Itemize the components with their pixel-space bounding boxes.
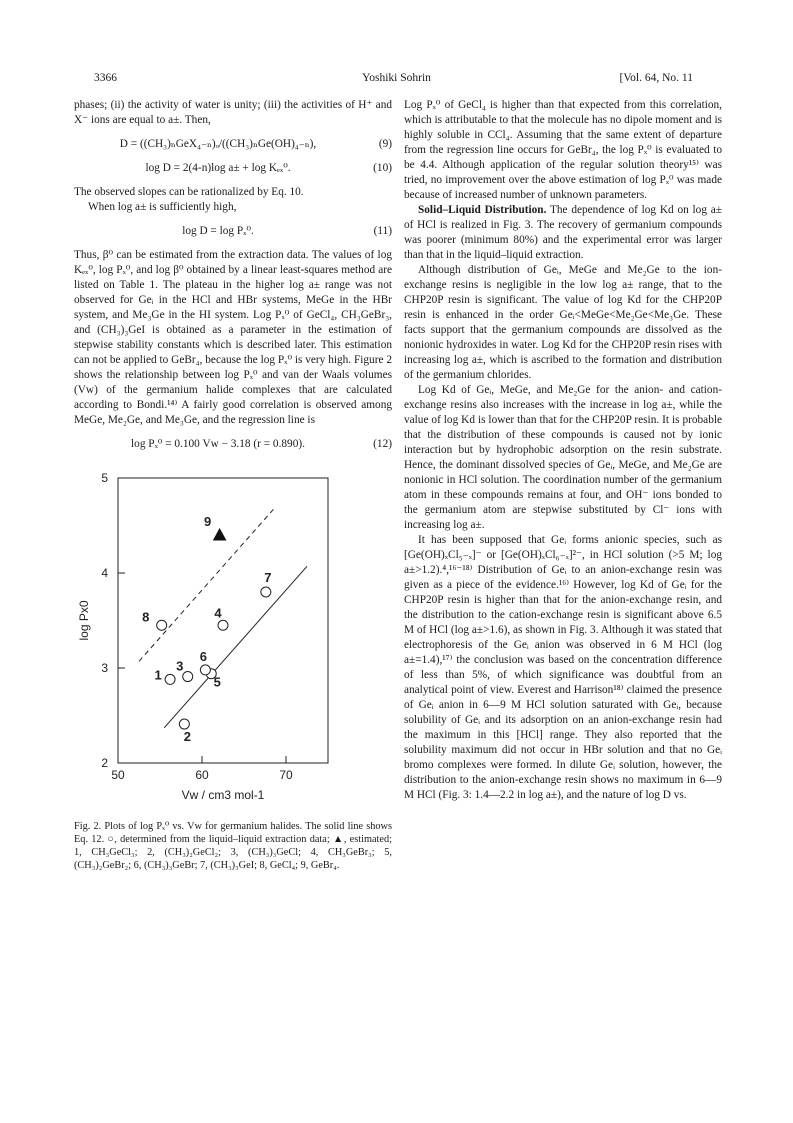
point-label: 6 <box>199 648 207 664</box>
paragraph: Thus, β⁰ can be estimated from the extraction data. The values of log Kₑₓ⁰, log Pₓ⁰, and log β⁰ obtained by a linear least-squares method are listed on Table 1. The plateau in the higher log a± range was not observed for Geᵢ in the HCl and HBr systems, MeGe in the HBr system, and Me₃Ge in the HI system. Log Pₓ⁰ of GeCl₄, CH₃GeBr₃, and (CH₃)₃GeI is obtained as a parameter in the estimation of stepwise stability constants which is described later. This estimation can not be applied to GeBr₄, because the log Pₓ⁰ is very high. Figure 2 shows the relationship between log Pₓ⁰ and van der Waals volumes (Vw) of the germanium halide complexes that are calculated according to Bondi.¹⁴⁾ A fairly good correlation is observed among MeGe, Me₂Ge, and Me₃Ge, and the regression line is <box>74 249 392 426</box>
x-tick-label: 70 <box>279 768 293 782</box>
data-point <box>179 719 189 729</box>
data-point <box>261 587 271 597</box>
equation-number: (11) <box>373 225 392 237</box>
paragraph <box>404 203 722 263</box>
equation-11 <box>74 224 392 239</box>
equation-12 <box>74 437 392 452</box>
equation-number: (12) <box>373 438 392 450</box>
paragraph: It has been supposed that Geᵢ forms anionic species, such as [Ge(OH)ₓCl₅₋ₓ]⁻ or [Ge(OH)ₓCl₆₋ₓ]²⁻, in HCl solution (>5 M; log a±>1.2).⁴,¹⁶⁻¹⁸⁾ Distribution of Geᵢ to an anion-exchange resin was given as a piece of the evidence.¹⁶⁾ However, log Kd of Geᵢ for the CHP20P resin is higher than that for the anion-exchange resin, and the distribution to the cation-exchange resin is significant above 6.5 M of HCl (log a±>1.6), as shown in Fig. 3. Although it was stated that electrophoresis of the Geᵢ anion was observed in 6 M HCl (log a±=1.4),¹⁷⁾ the conclusion was based on the concentration difference of less than 5%, of which significance was doubtful from an analytical point of view. Everest and Harrison¹⁸⁾ claimed the presence of Geᵢ anion in 6—9 M HCl solution saturated with Geᵢ, because solubility of Geᵢ and its adsorption on an anion-exchange resin had the maximum in this [HCl] range. They also reported that the solubility maximum did not occur in HBr solution and that no Geᵢ bromo complexes were formed. In dilute Geᵢ solution, however, the distribution to the anion-exchange resin shows no maximum in 6—9 M HCl (Fig. 3: 1.4—2.2 in log a±), and the nature of log D vs. <box>404 534 722 801</box>
x-tick-label: 60 <box>195 768 209 782</box>
equation-text: D = ((CH₃)ₙGeX₄₋ₙ)ₒ/((CH₃)ₙGe(OH)₄₋ₙ), <box>119 138 317 150</box>
y-axis-label: log Px0 <box>77 600 91 641</box>
y-tick-label: 4 <box>101 566 108 580</box>
equation-10 <box>74 161 392 176</box>
x-axis-label: Vw / cm3 mol-1 <box>181 788 265 802</box>
data-point <box>200 665 210 675</box>
data-point <box>214 529 226 540</box>
paragraph: Log Pₓ⁰ of GeCl₄ is higher than that expected from this correlation, which is attributable to that the molecule has no dipole moment and is highly soluble in CCl₄. Assuming that the same extent of departure from the regression line occurs for GeBr₄, the log Pₓ⁰ is evaluated to be 4.4. Although application of the regular solution theory¹⁵⁾ was tried, no improvement over the above estimation of log Pₓ⁰ was made because of increased number of unknown parameters. <box>404 99 722 201</box>
dashed-line <box>139 509 273 661</box>
data-point <box>183 672 193 682</box>
paragraph-text: The dependence of log Kd on log a± of HCl is realized in Fig. 3. The recovery of germanium compounds was poorer (minimum 80%) and the experimental error was larger than that in the liquid–liquid extraction. <box>404 204 722 261</box>
paragraph: When log a± is sufficiently high, <box>88 201 237 213</box>
paragraph: Although distribution of Geᵢ, MeGe and Me₂Ge to the ion-exchange resins is negligible in the low log a± range, that to the CHP20P resin is significant. The value of log Kd for the CHP20P resin is enhanced in the order Geᵢ<MeGe<Me₂Ge<Me₃Ge. These facts support that the germanium compounds are dissolved as the nonionic hydroxides in water. Log Kd for the CHP20P resin rises with increasing log a±, which is ascribed to the formation and distribution of the germanium chlorides. <box>404 264 722 381</box>
section-heading: Solid–Liquid Distribution. <box>418 204 547 216</box>
point-label: 1 <box>154 667 162 683</box>
paragraph: phases; (ii) the activity of water is unity; (iii) the activities of H⁺ and X⁻ ions are equal to a±. Then, <box>74 99 392 126</box>
paragraph: The observed slopes can be rationalized by Eq. 10. <box>74 186 304 198</box>
equation-text: log Pₓ⁰ = 0.100 Vw − 3.18 (r = 0.890). <box>131 438 305 450</box>
point-label: 7 <box>264 570 272 585</box>
equation-text: log D = log Pₓ⁰. <box>182 225 254 237</box>
point-label: 8 <box>142 609 150 625</box>
point-label: 3 <box>176 658 184 674</box>
point-label: 5 <box>213 674 221 690</box>
y-tick-label: 5 <box>101 471 108 485</box>
y-tick-label: 2 <box>101 756 108 770</box>
data-point <box>218 620 228 630</box>
regression-line <box>164 566 307 728</box>
figure-caption: Fig. 2. Plots of log Pₓ⁰ vs. Vw for germanium halides. The solid line shows Eq. 12. ○, determined from the liquid–liquid extraction data; ▲, estimated; 1, CH₃GeCl₃; 2, (CH₃)₂GeCl₂; 3, (CH₃)₃GeCl; 4, CH₃GeBr₃; 5, (CH₃)₂GeBr₂; 6, (CH₃)₃GeBr; 7, (CH₃)₃GeI; 8, GeCl₄; 9, GeBr₄. <box>74 821 392 871</box>
point-label: 9 <box>204 514 212 529</box>
equation-number: (10) <box>373 162 392 174</box>
equation-text: log D = 2(4-n)log a± + log Kₑₓ⁰. <box>145 162 291 174</box>
y-tick-label: 3 <box>101 661 108 675</box>
figure-2 <box>74 468 392 818</box>
volume-info: [Vol. 64, No. 11 <box>619 72 693 84</box>
page-number: 3366 <box>94 72 117 84</box>
data-point <box>157 620 167 630</box>
equation-number: (9) <box>378 138 392 150</box>
left-column <box>74 98 392 872</box>
point-label: 4 <box>214 605 222 621</box>
data-point <box>165 674 175 684</box>
x-tick-label: 50 <box>111 768 125 782</box>
point-label: 2 <box>183 729 191 745</box>
scatter-plot <box>74 468 392 818</box>
paragraph: Log Kd of Geᵢ, MeGe, and Me₂Ge for the anion- and cation-exchange resins also increases with the increase in log a±, while the value of log Kd is lower than that for the CHP20P resin. It is probable that the distribution of these compounds is caused not by ionic interaction but by hydrophobic adsorption on the resin substrate. Hence, the dominant dissolved species of Geᵢ, MeGe, and Me₂Ge are nonionic in HCl solution. The coordination number of the germanium atom in these compounds remains at four, and OH⁻ ions bonded to the germanium atom are stepwise substituted by Cl⁻ ions with increasing log a±. <box>404 384 722 531</box>
equation-9 <box>74 137 392 152</box>
right-column <box>404 98 722 803</box>
running-author: Yoshiki Sohrin <box>362 72 431 84</box>
